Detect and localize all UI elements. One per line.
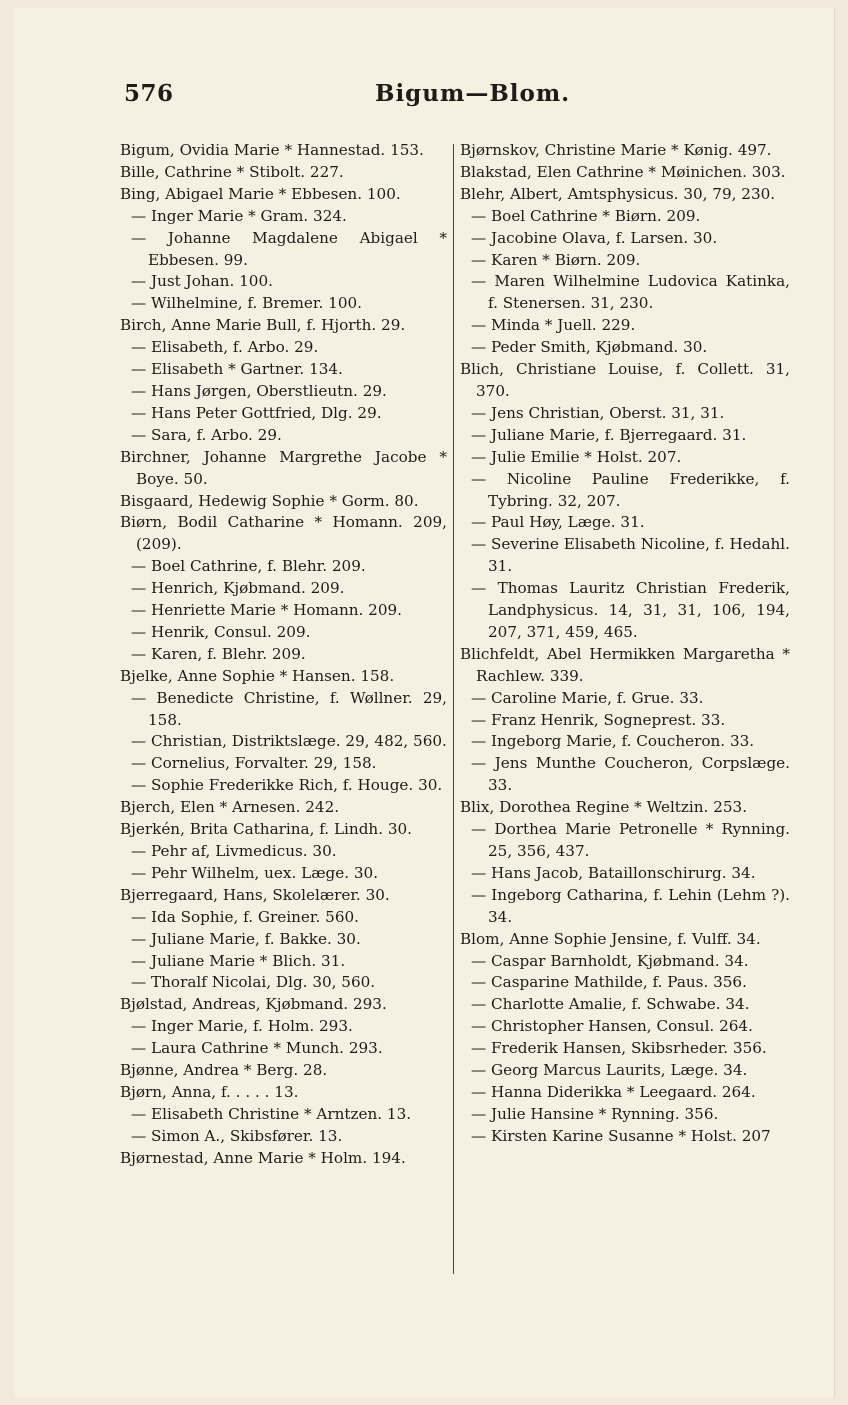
index-subentry bbox=[460, 1038, 790, 1060]
entry-text: Blix, Dorothea Regine * Weltzin. 253. bbox=[460, 798, 748, 817]
entry-text: Simon A., Skibsfører. 13. bbox=[151, 1126, 343, 1145]
entry-text: Cornelius, Forvalter. 29, 158. bbox=[151, 754, 377, 773]
index-subentry bbox=[460, 512, 790, 534]
repeat-dash: — bbox=[471, 820, 495, 839]
index-subentry bbox=[460, 863, 790, 885]
repeat-dash: — bbox=[131, 206, 152, 225]
index-subentry bbox=[460, 228, 790, 250]
index-entry bbox=[120, 1060, 447, 1082]
index-subentry bbox=[120, 929, 447, 951]
entry-text: Karen * Biørn. 209. bbox=[491, 250, 641, 269]
entry-text: Inger Marie * Gram. 324. bbox=[151, 206, 347, 225]
index-entry bbox=[120, 1082, 447, 1104]
index-subentry bbox=[120, 775, 447, 797]
entry-text: Bjønne, Andrea * Berg. 28. bbox=[120, 1061, 328, 1080]
index-subentry bbox=[120, 731, 447, 753]
index-subentry bbox=[120, 359, 447, 381]
index-entry bbox=[120, 666, 447, 688]
entry-text: Pehr af, Livmedicus. 30. bbox=[151, 842, 337, 860]
repeat-dash: — bbox=[471, 272, 495, 291]
entry-text: Kirsten Karine Susanne * Holst. 207 bbox=[491, 1126, 771, 1145]
entry-text: Hans Jacob, Bataillonschirurg. 34. bbox=[491, 863, 756, 882]
index-subentry bbox=[460, 337, 790, 359]
entry-text: Bing, Abigael Marie * Ebbesen. 100. bbox=[120, 184, 401, 203]
entry-text: Elisabeth, f. Arbo. 29. bbox=[151, 338, 319, 357]
entry-text: Blakstad, Elen Cathrine * Møinichen. 303. bbox=[460, 162, 786, 181]
index-subentry bbox=[460, 753, 790, 797]
entry-text: Franz Henrik, Sogneprest. 33. bbox=[491, 710, 726, 729]
entry-text: Inger Marie, f. Holm. 293. bbox=[151, 1017, 353, 1036]
index-subentry bbox=[460, 250, 790, 272]
repeat-dash: — bbox=[131, 973, 152, 992]
repeat-dash: — bbox=[471, 579, 498, 598]
repeat-dash: — bbox=[131, 338, 152, 357]
index-subentry bbox=[120, 1104, 447, 1126]
index-subentry bbox=[120, 293, 447, 315]
index-entry bbox=[120, 512, 447, 556]
entry-text: Biørn, Bodil Catharine * Homann. 209, (209). bbox=[120, 513, 447, 554]
entry-text: Boel Cathrine, f. Blehr. 209. bbox=[151, 557, 366, 576]
index-subentry bbox=[120, 381, 447, 403]
repeat-dash: — bbox=[471, 403, 492, 422]
entry-text: Ingeborg Marie, f. Coucheron. 33. bbox=[491, 732, 755, 751]
index-subentry bbox=[120, 556, 447, 578]
repeat-dash: — bbox=[131, 863, 152, 882]
index-subentry bbox=[120, 600, 447, 622]
entry-text: Pehr Wilhelm, uex. Læge. 30. bbox=[151, 863, 379, 882]
entry-text: Thomas Lauritz Christian Frederik, Landphysicus. 14, 31, 31, 106, 194, 207, 371, 459, 465. bbox=[488, 579, 791, 641]
repeat-dash: — bbox=[471, 688, 492, 707]
entry-text: Birch, Anne Marie Bull, f. Hjorth. 29. bbox=[120, 316, 406, 335]
entry-text: Blich, Christiane Louise, f. Collett. 31, 370. bbox=[460, 360, 790, 400]
repeat-dash: — bbox=[131, 1126, 152, 1145]
column-divider bbox=[453, 144, 454, 1274]
repeat-dash: — bbox=[131, 732, 152, 751]
entry-text: Frederik Hansen, Skibsrheder. 356. bbox=[491, 1039, 767, 1058]
repeat-dash: — bbox=[131, 557, 152, 576]
repeat-dash: — bbox=[131, 622, 152, 641]
entry-text: Georg Marcus Laurits, Læge. 34. bbox=[491, 1061, 748, 1080]
repeat-dash: — bbox=[471, 1126, 492, 1145]
repeat-dash: — bbox=[471, 1104, 492, 1123]
entry-text: Paul Høy, Læge. 31. bbox=[491, 513, 645, 532]
entry-text: Hans Peter Gottfried, Dlg. 29. bbox=[151, 403, 382, 422]
entry-text: Wilhelmine, f. Bremer. 100. bbox=[151, 294, 362, 313]
repeat-dash: — bbox=[471, 447, 492, 466]
repeat-dash: — bbox=[131, 360, 152, 379]
index-subentry bbox=[460, 1016, 790, 1038]
index-entry bbox=[120, 447, 447, 491]
repeat-dash: — bbox=[471, 973, 492, 992]
index-subentry bbox=[120, 425, 447, 447]
index-entry bbox=[460, 797, 790, 819]
index-subentry bbox=[120, 337, 447, 359]
index-subentry bbox=[120, 1126, 447, 1148]
index-subentry bbox=[120, 622, 447, 644]
index-subentry bbox=[460, 578, 790, 644]
index-subentry bbox=[120, 841, 447, 863]
entry-text: Ida Sophie, f. Greiner. 560. bbox=[151, 907, 359, 926]
entry-text: Christian, Distriktslæge. 29, 482, 560. bbox=[151, 732, 447, 751]
entry-text: Christopher Hansen, Consul. 264. bbox=[491, 1017, 753, 1036]
repeat-dash: — bbox=[131, 688, 157, 707]
repeat-dash: — bbox=[471, 535, 492, 554]
index-column-left bbox=[120, 140, 447, 1170]
repeat-dash: — bbox=[471, 885, 492, 904]
index-subentry bbox=[460, 315, 790, 337]
index-entry bbox=[120, 994, 447, 1016]
repeat-dash: — bbox=[471, 1017, 492, 1036]
repeat-dash: — bbox=[471, 469, 507, 488]
entry-text: Thoralf Nicolai, Dlg. 30, 560. bbox=[151, 973, 376, 992]
entry-text: Caspar Barnholdt, Kjøbmand. 34. bbox=[491, 951, 749, 970]
index-entry bbox=[460, 140, 790, 162]
entry-text: Just Johan. 100. bbox=[151, 272, 273, 291]
entry-text: Boel Cathrine * Biørn. 209. bbox=[491, 206, 701, 225]
index-subentry bbox=[460, 1082, 790, 1104]
repeat-dash: — bbox=[131, 272, 152, 291]
entry-text: Juliane Marie * Blich. 31. bbox=[151, 951, 346, 970]
repeat-dash: — bbox=[471, 1082, 492, 1101]
repeat-dash: — bbox=[131, 754, 152, 773]
index-subentry bbox=[120, 688, 447, 732]
repeat-dash: — bbox=[471, 228, 492, 247]
page-header bbox=[0, 80, 848, 120]
repeat-dash: — bbox=[471, 732, 492, 751]
entry-text: Minda * Juell. 229. bbox=[491, 316, 636, 335]
index-entry bbox=[460, 162, 790, 184]
entry-text: Blichfeldt, Abel Hermikken Margaretha * Rachlew. 339. bbox=[460, 644, 790, 685]
entry-text: Hans Jørgen, Oberstlieutn. 29. bbox=[151, 381, 387, 400]
index-entry bbox=[120, 819, 447, 841]
repeat-dash: — bbox=[131, 403, 152, 422]
index-subentry bbox=[460, 972, 790, 994]
entry-text: Bjølstad, Andreas, Kjøbmand. 293. bbox=[120, 995, 387, 1014]
index-subentry bbox=[120, 644, 447, 666]
entry-text: Dorthea Marie Petronelle * Rynning. 25, 356, 437. bbox=[488, 820, 791, 860]
repeat-dash: — bbox=[471, 995, 492, 1014]
index-entry bbox=[460, 359, 790, 403]
index-entry bbox=[120, 140, 447, 162]
entry-text: Bjørnskov, Christine Marie * Kønig. 497. bbox=[460, 141, 772, 159]
index-entry bbox=[120, 797, 447, 819]
repeat-dash: — bbox=[471, 951, 492, 970]
repeat-dash: — bbox=[471, 513, 492, 532]
index-entry bbox=[120, 162, 447, 184]
repeat-dash: — bbox=[131, 1039, 152, 1058]
entry-text: Laura Cathrine * Munch. 293. bbox=[151, 1039, 383, 1058]
index-subentry bbox=[120, 578, 447, 600]
index-subentry bbox=[120, 206, 447, 228]
repeat-dash: — bbox=[131, 907, 152, 926]
entry-text: Juliane Marie, f. Bakke. 30. bbox=[151, 929, 361, 948]
repeat-dash: — bbox=[131, 842, 152, 860]
index-subentry bbox=[120, 972, 447, 994]
repeat-dash: — bbox=[471, 863, 492, 882]
entry-text: Julie Emilie * Holst. 207. bbox=[491, 447, 682, 466]
index-subentry bbox=[120, 753, 447, 775]
repeat-dash: — bbox=[131, 929, 152, 948]
index-subentry bbox=[460, 271, 790, 315]
entry-text: Elisabeth * Gartner. 134. bbox=[151, 360, 343, 379]
index-subentry bbox=[460, 688, 790, 710]
page-number: 576 bbox=[124, 80, 174, 107]
index-subentry bbox=[460, 951, 790, 973]
index-subentry bbox=[460, 469, 790, 513]
entry-text: Bjerch, Elen * Arnesen. 242. bbox=[120, 798, 340, 817]
index-subentry bbox=[460, 819, 790, 863]
index-subentry bbox=[460, 1060, 790, 1082]
index-entry bbox=[120, 491, 447, 513]
index-subentry bbox=[460, 885, 790, 929]
entry-text: Maren Wilhelmine Ludovica Katinka, f. Stenersen. 31, 230. bbox=[488, 272, 790, 313]
entry-text: Bjelke, Anne Sophie * Hansen. 158. bbox=[120, 666, 395, 685]
entry-text: Sophie Frederikke Rich, f. Houge. 30. bbox=[151, 776, 443, 795]
index-subentry bbox=[460, 710, 790, 732]
index-entry bbox=[120, 184, 447, 206]
entry-text: Johanne Magdalene Abigael * Ebbesen. 99. bbox=[148, 228, 448, 269]
repeat-dash: — bbox=[131, 776, 152, 795]
repeat-dash: — bbox=[131, 425, 152, 444]
entry-text: Juliane Marie, f. Bjerregaard. 31. bbox=[491, 425, 747, 444]
entry-text: Karen, f. Blehr. 209. bbox=[151, 644, 306, 663]
index-subentry bbox=[120, 1016, 447, 1038]
repeat-dash: — bbox=[131, 294, 152, 313]
index-subentry bbox=[120, 951, 447, 973]
index-subentry bbox=[460, 1126, 790, 1148]
index-subentry bbox=[460, 403, 790, 425]
repeat-dash: — bbox=[131, 579, 152, 598]
entry-text: Bjerkén, Brita Catharina, f. Lindh. 30. bbox=[120, 820, 413, 839]
repeat-dash: — bbox=[471, 206, 492, 225]
entry-text: Henrik, Consul. 209. bbox=[151, 622, 311, 641]
repeat-dash: — bbox=[471, 1039, 492, 1058]
entry-text: Bigum, Ovidia Marie * Hannestad. 153. bbox=[120, 141, 424, 159]
entry-text: Ingeborg Catharina, f. Lehin (Lehm ?). 34. bbox=[488, 885, 791, 926]
index-entry bbox=[460, 929, 790, 951]
entry-text: Bille, Cathrine * Stibolt. 227. bbox=[120, 162, 344, 181]
running-head: Bigum—Blom. bbox=[375, 80, 571, 107]
repeat-dash: — bbox=[471, 316, 492, 335]
index-subentry bbox=[120, 271, 447, 293]
repeat-dash: — bbox=[471, 710, 492, 729]
entry-text: Caroline Marie, f. Grue. 33. bbox=[491, 688, 704, 707]
repeat-dash: — bbox=[471, 338, 492, 357]
repeat-dash: — bbox=[131, 601, 152, 620]
index-subentry bbox=[460, 994, 790, 1016]
index-subentry bbox=[460, 534, 790, 578]
index-subentry bbox=[460, 206, 790, 228]
entry-text: Sara, f. Arbo. 29. bbox=[151, 425, 282, 444]
entry-text: Charlotte Amalie, f. Schwabe. 34. bbox=[491, 995, 750, 1014]
entry-text: Jacobine Olava, f. Larsen. 30. bbox=[491, 228, 718, 247]
repeat-dash: — bbox=[131, 1104, 152, 1123]
repeat-dash: — bbox=[131, 228, 168, 247]
repeat-dash: — bbox=[471, 754, 495, 773]
entry-text: Henrich, Kjøbmand. 209. bbox=[151, 579, 345, 598]
repeat-dash: — bbox=[131, 1017, 152, 1036]
entry-text: Julie Hansine * Rynning. 356. bbox=[491, 1104, 719, 1123]
entry-text: Jens Christian, Oberst. 31, 31. bbox=[491, 403, 725, 422]
entry-text: Blehr, Albert, Amtsphysicus. 30, 79, 230. bbox=[460, 184, 776, 203]
entry-text: Elisabeth Christine * Arntzen. 13. bbox=[151, 1104, 412, 1123]
entry-text: Birchner, Johanne Margrethe Jacobe * Boye. 50. bbox=[120, 447, 447, 488]
entry-text: Bjerregaard, Hans, Skolelærer. 30. bbox=[120, 885, 390, 904]
index-subentry bbox=[460, 425, 790, 447]
index-entry bbox=[460, 184, 790, 206]
repeat-dash: — bbox=[131, 381, 152, 400]
entry-text: Henriette Marie * Homann. 209. bbox=[151, 601, 402, 620]
repeat-dash: — bbox=[471, 425, 492, 444]
index-subentry bbox=[120, 228, 447, 272]
entry-text: Jens Munthe Coucheron, Corpslæge. 33. bbox=[488, 754, 790, 795]
entry-text: Bjørn, Anna, f. . . . . 13. bbox=[120, 1082, 299, 1101]
index-subentry bbox=[120, 907, 447, 929]
index-subentry bbox=[460, 447, 790, 469]
entry-text: Bisgaard, Hedewig Sophie * Gorm. 80. bbox=[120, 491, 419, 510]
entry-text: Casparine Mathilde, f. Paus. 356. bbox=[491, 973, 747, 992]
index-entry bbox=[120, 885, 447, 907]
entry-text: Blom, Anne Sophie Jensine, f. Vulff. 34. bbox=[460, 929, 761, 948]
index-subentry bbox=[460, 731, 790, 753]
entry-text: Benedicte Christine, f. Wøllner. 29, 158. bbox=[148, 688, 447, 729]
entry-text: Peder Smith, Kjøbmand. 30. bbox=[491, 338, 708, 357]
repeat-dash: — bbox=[131, 951, 152, 970]
entry-text: Hanna Diderikka * Leegaard. 264. bbox=[491, 1082, 756, 1101]
index-subentry bbox=[120, 1038, 447, 1060]
index-entry bbox=[460, 644, 790, 688]
index-subentry bbox=[460, 1104, 790, 1126]
index-subentry bbox=[120, 863, 447, 885]
index-entry bbox=[120, 315, 447, 337]
index-subentry bbox=[120, 403, 447, 425]
entry-text: Severine Elisabeth Nicoline, f. Hedahl. 31. bbox=[488, 535, 790, 576]
entry-text: Nicoline Pauline Frederikke, f. Tybring. 32, 207. bbox=[488, 469, 790, 510]
repeat-dash: — bbox=[131, 644, 152, 663]
index-entry bbox=[120, 1148, 447, 1170]
repeat-dash: — bbox=[471, 250, 492, 269]
repeat-dash: — bbox=[471, 1061, 492, 1080]
index-column-right bbox=[460, 140, 790, 1148]
entry-text: Bjørnestad, Anne Marie * Holm. 194. bbox=[120, 1148, 406, 1167]
